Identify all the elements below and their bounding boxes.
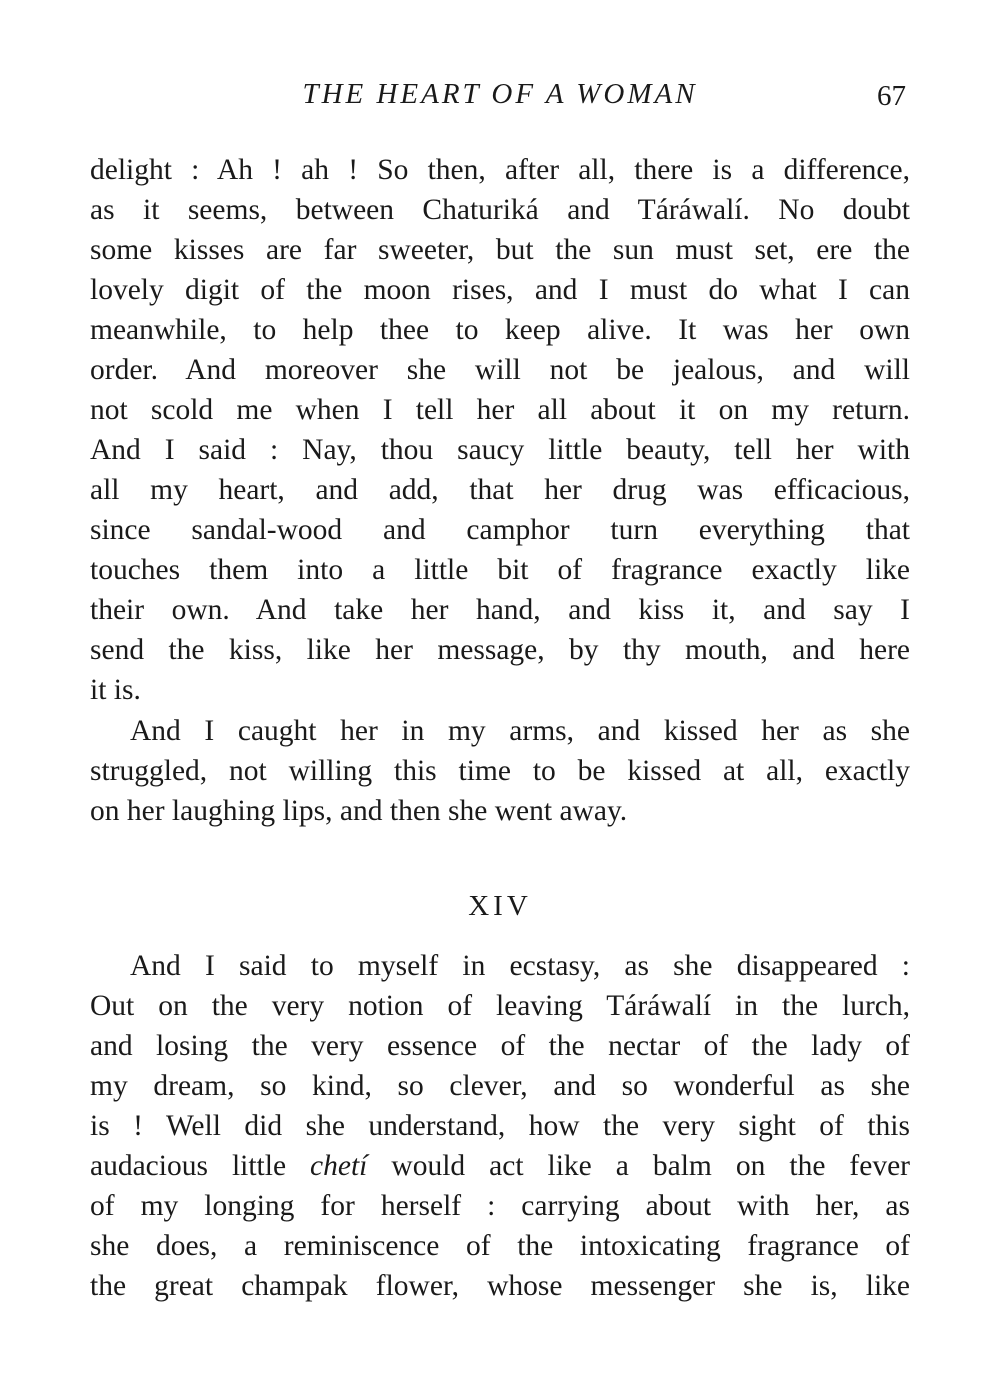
text-line: And I caught her in my arms, and kissed her as she [130,715,910,747]
text-line: And I said : Nay, thou saucy little beauty, tell her with [90,434,910,466]
text-line: meanwhile, to help thee to keep alive. It was her own [90,314,910,346]
text-line: is ! Well did she understand, how the very sight of this [90,1110,910,1142]
chapter-heading: XIV [468,890,532,922]
text-line: some kisses are far sweeter, but the sun must set, ere the [90,234,910,266]
running-title: THE HEART OF A WOMAN [302,78,698,110]
text-line: she does, a reminiscence of the intoxicating fragrance of [90,1230,910,1262]
italic-word: chetí [310,1150,368,1182]
text-line-with-italic [90,1148,910,1188]
running-head [90,78,910,118]
text-line: delight : Ah ! ah ! So then, after all, there is a difference, [90,154,910,186]
page-number: 67 [877,80,906,112]
text-fragment: would act like a balm on the fever [367,1150,910,1182]
text-line: And I said to myself in ecstasy, as she disappeared : [130,950,910,982]
text-line: Out on the very notion of leaving Táráwalí in the lurch, [90,990,910,1022]
text-line: lovely digit of the moon rises, and I must do what I can [90,274,910,306]
text-line: struggled, not willing this time to be kissed at all, exactly [90,755,910,787]
text-line: as it seems, between Chaturiká and Táráwalí. No doubt [90,194,910,226]
text-line: my dream, so kind, so clever, and so wonderful as she [90,1070,910,1102]
text-fragment: audacious little [90,1150,311,1182]
text-line: all my heart, and add, that her drug was efficacious, [90,474,910,506]
text-line: the great champak flower, whose messenger she is, like [90,1270,910,1302]
text-line: send the kiss, like her message, by thy mouth, and here [90,634,910,666]
text-line: order. And moreover she will not be jealous, and will [90,354,910,386]
text-line: of my longing for herself : carrying about with her, as [90,1190,910,1222]
text-line: their own. And take her hand, and kiss it, and say I [90,594,910,626]
text-line: touches them into a little bit of fragrance exactly like [90,554,910,586]
text-line: and losing the very essence of the nectar of the lady of [90,1030,910,1062]
text-line: since sandal-wood and camphor turn everything that [90,514,910,546]
text-line: not scold me when I tell her all about it on my return. [90,394,910,426]
text-line: it is. [90,674,141,706]
text-line: on her laughing lips, and then she went away. [90,795,628,827]
